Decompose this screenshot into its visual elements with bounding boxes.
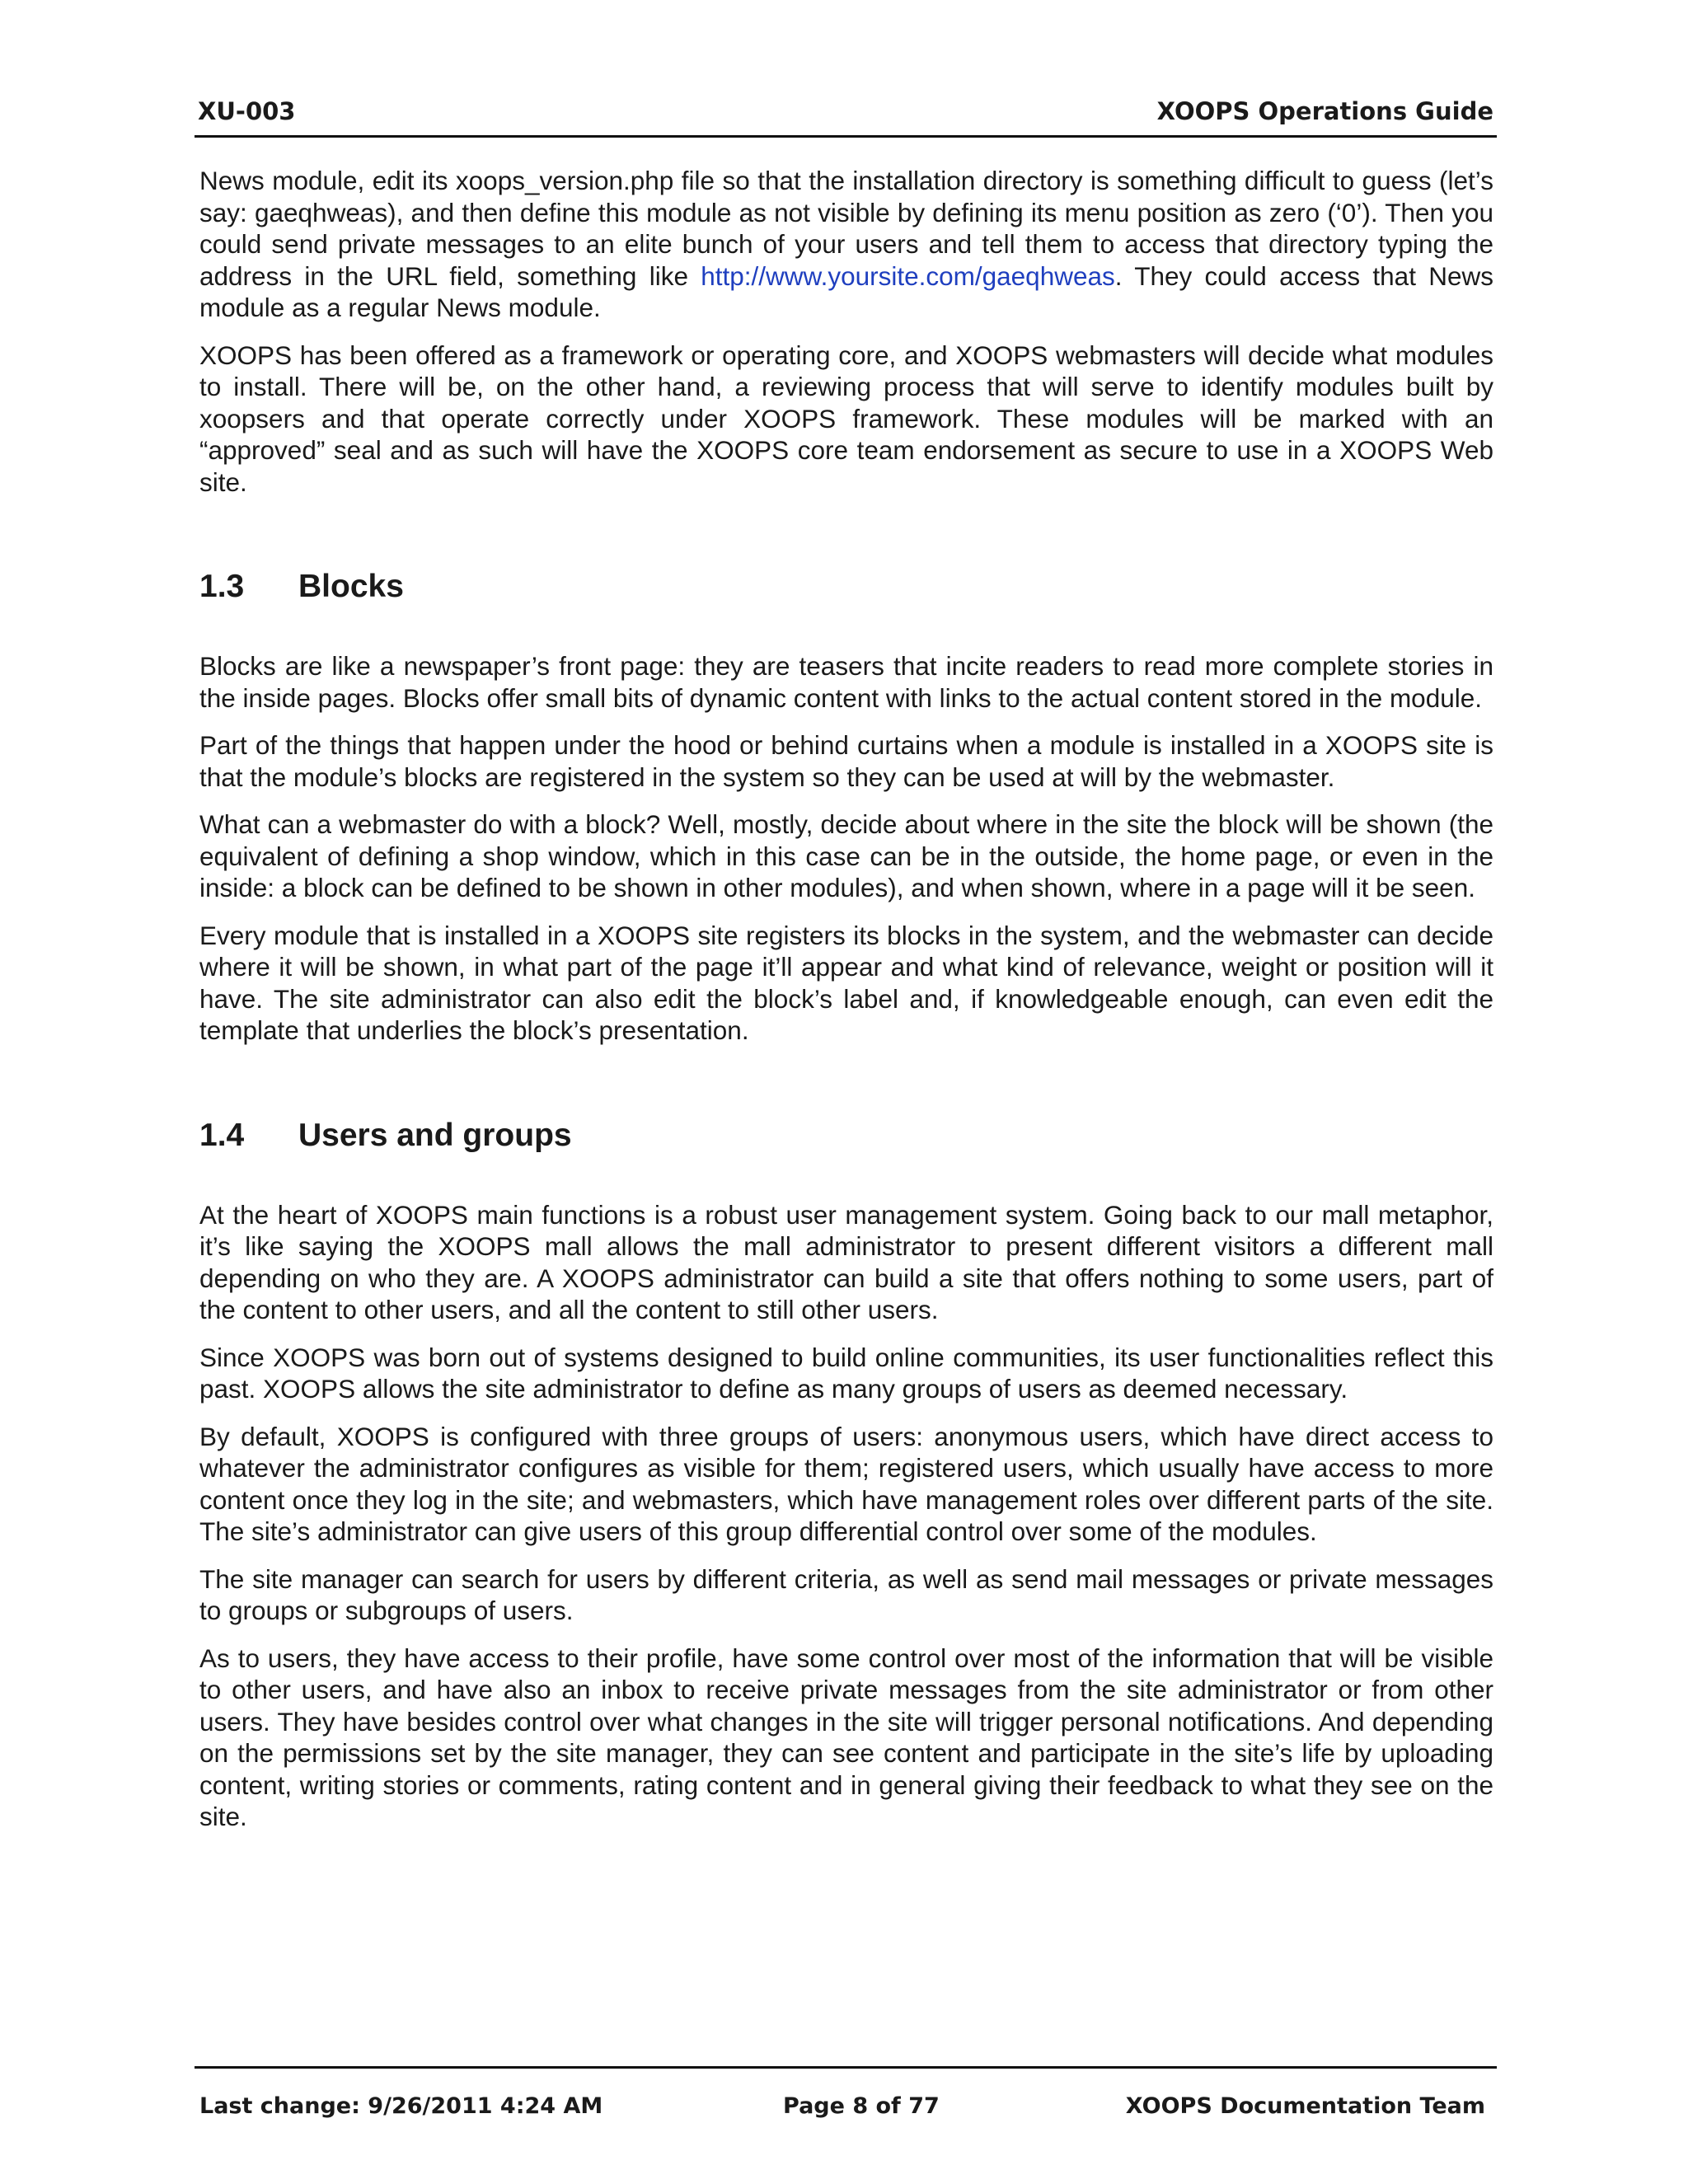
documentation-team: XOOPS Documentation Team [1125,2093,1485,2119]
section-heading-users-and-groups [199,1115,1493,1156]
example-url-link[interactable]: http://www.yoursite.com/gaeqhweas [701,260,1115,291]
section-title: Users and groups [298,1117,572,1153]
blocks-paragraph: What can a webmaster do with a block? Well, mostly, decide about where in the site the block will be shown (the equivalent of defining a shop window, which in this case can be in the outside, the home page, or even in the inside: a block can be defined to be shown in other modules), and when shown, where in a page will it be seen. [199,809,1493,902]
users-paragraph: As to users, they have access to their profile, have some control over most of the information that will be visible to other users, and have also an inbox to receive private messages from the site administrator or from other users. They have besides control over what changes in the site will trigger personal notifications. And depending on the permissions set by the site manager, they can see content and participate in the site’s life by uploading content, writing stories or comments, rating content and in general giving their feedback to what they see on the site. [199,1643,1493,1831]
last-change-date: Last change: 9/26/2011 4:24 AM [199,2093,603,2119]
framework-paragraph: XOOPS has been offered as a framework or operating core, and XOOPS webmasters will decide what modules to install. There will be, on the other hand, a reviewing process that will serve to identify modules built by xoopsers and that operate correctly under XOOPS framework. These modules will be marked with an “approved” seal and as such will have the XOOPS core team endorsement as secure to use in a XOOPS Web site. [199,340,1493,497]
intro-text-after-link: . They could access that News module as a regular News module. [199,260,1493,322]
blocks-paragraph: Part of the things that happen under the hood or behind curtains when a module is installed in a XOOPS site is that the module’s blocks are registered in the system so they can be used at will by the webmaster. [199,730,1493,792]
document-title: XOOPS Operations Guide [1156,97,1493,125]
section-heading-blocks [199,566,1493,607]
section-number: 1.4 [199,1117,245,1153]
section-title: Blocks [298,569,404,604]
users-paragraph: By default, XOOPS is configured with three groups of users: anonymous users, which have direct access to whatever the administrator configures as visible for them; registered users, which usually have access to more content once they log in the site; and webmasters, which have management roles over different parts of the site. The site’s administrator can give users of this group differential control over some of the modules. [199,1421,1493,1546]
section-number: 1.3 [199,569,245,604]
users-paragraph: Since XOOPS was born out of systems designed to build online communities, its user functionalities reflect this past. XOOPS allows the site administrator to define as many groups of users as deemed necessary. [199,1342,1493,1404]
page-footer [195,2066,1497,2126]
intro-paragraph [199,165,1493,324]
page-header [195,96,1497,138]
page-body [199,165,1493,1849]
blocks-paragraph: Blocks are like a newspaper’s front page: they are teasers that incite readers to read more complete stories in the inside pages. Blocks offer small bits of dynamic content with links to the actual content stored in the module. [199,651,1493,713]
intro-text-before-link: News module, edit its xoops_version.php file so that the installation directory is something difficult to guess (let’s say: gaeqhweas), and then define this module as not visible by defining its menu position as zero (‘0’). Then you could send private messages to an elite bunch of your users and tell them to access that directory typing the address in the URL field, something like [199,166,1493,291]
document-id: XU-003 [198,97,296,125]
users-paragraph: At the heart of XOOPS main functions is a robust user management system. Going back to our mall metaphor, it’s like saying the XOOPS mall allows the mall administrator to present different visitors a different mall depending on who they are. A XOOPS administrator can build a site that offers nothing to some users, part of the content to other users, and all the content to still other users. [199,1199,1493,1324]
page-number: Page 8 of 77 [783,2093,940,2119]
blocks-paragraph: Every module that is installed in a XOOPS site registers its blocks in the system, and the webmaster can decide where it will be shown, in what part of the page it’ll appear and what kind of relevance, weight or position will it have. The site administrator can also edit the block’s label and, if knowledgeable enough, can even edit the template that underlies the block’s presentation. [199,920,1493,1045]
users-paragraph: The site manager can search for users by different criteria, as well as send mail messages or private messages to groups or subgroups of users. [199,1563,1493,1625]
